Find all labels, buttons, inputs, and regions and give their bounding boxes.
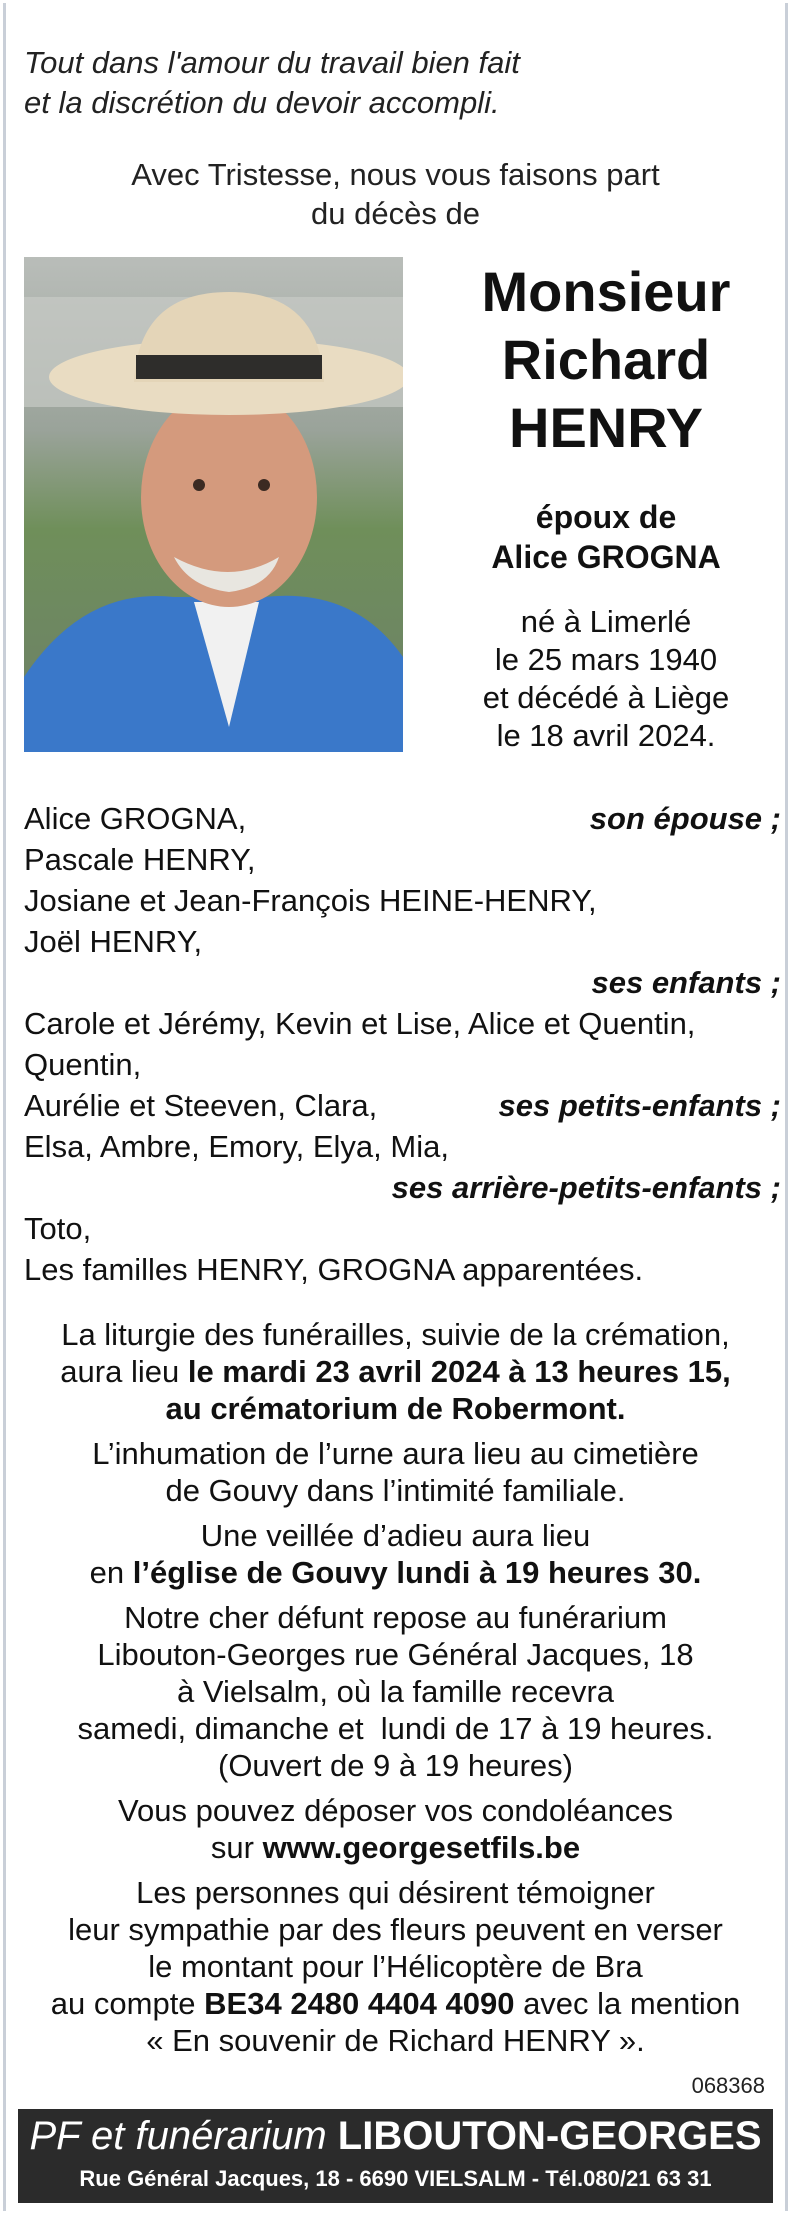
text-line: Libouton-Georges rue Général Jacques, 18 [97, 1637, 694, 1672]
deceased-last-name: HENRY [509, 396, 703, 459]
relationship-label: son épouse ; [589, 801, 781, 836]
deceased-first-name: Richard [501, 328, 711, 391]
text-line: à Vielsalm, où la famille recevra [176, 1674, 615, 1709]
text-span: aura lieu [60, 1354, 188, 1389]
family-member: Alice GROGNA, [24, 801, 247, 836]
text-line: (Ouvert de 9 à 19 heures) [218, 1748, 573, 1783]
relationship-label: ses arrière-petits-enfants ; [391, 1170, 781, 1205]
family-member: Carole et Jérémy, Kevin et Lise, Alice et Quentin, [24, 1006, 696, 1041]
condolences-paragraph [6, 1792, 785, 1866]
text-span: avec la mention [514, 1986, 741, 2021]
family-member: Toto, [24, 1211, 92, 1246]
date-line: né à Limerlé [520, 604, 692, 639]
deceased-title: Monsieur [481, 260, 731, 323]
text-line: leur sympathie par des fleurs peuvent en verser [68, 1912, 723, 1947]
vigil-place-time: l’église de Gouvy lundi à 19 heures 30. [132, 1555, 702, 1590]
date-line: et décédé à Liège [482, 680, 730, 715]
motto-line: Tout dans l'amour du travail bien fait [24, 45, 520, 80]
relationship-label: ses petits-enfants ; [498, 1088, 781, 1123]
reference-number: 068368 [691, 2073, 765, 2098]
funeral-home-brand: LIBOUTON-GEORGES [337, 2114, 762, 2158]
text-span: au compte [50, 1986, 205, 2021]
funeral-home-name [18, 2109, 773, 2161]
date-line: le 25 mars 1940 [494, 642, 718, 677]
text-line: Les personnes qui désirent témoigner [136, 1875, 655, 1910]
spouse-prefix: époux de [535, 499, 677, 535]
motto [24, 43, 764, 123]
liturgy-paragraph [6, 1316, 785, 1427]
family-member: Aurélie et Steeven, Clara, [24, 1088, 378, 1123]
text-line: « En souvenir de Richard HENRY ». [146, 2023, 645, 2058]
spouse-block [426, 497, 786, 577]
birth-death-dates [426, 603, 786, 755]
family-list [24, 798, 781, 1290]
family-row [24, 1085, 781, 1126]
rest-paragraph [6, 1599, 785, 1784]
text-span: en [89, 1555, 133, 1590]
liturgy-date: le mardi 23 avril 2024 à 13 heures 15, [187, 1354, 731, 1389]
text-span: sur [210, 1830, 263, 1865]
funeral-home-address: Rue Général Jacques, 18 - 6690 VIELSALM - Tél.080/21 63 31 [79, 2166, 712, 2191]
family-member: Quentin, [24, 1047, 142, 1082]
text-line: le montant pour l’Hélicoptère de Bra [148, 1949, 643, 1984]
family-member: Joël HENRY, [24, 924, 203, 959]
text-line: L’inhumation de l’urne aura lieu au cimetière [92, 1436, 699, 1471]
relationship-label: ses enfants ; [591, 965, 781, 1000]
text-line: samedi, dimanche et lundi de 17 à 19 heures. [77, 1711, 714, 1746]
family-member: Pascale HENRY, [24, 842, 256, 877]
date-line: le 18 avril 2024. [496, 718, 716, 753]
family-member: Les familles HENRY, GROGNA apparentées. [24, 1252, 644, 1287]
family-member: Elsa, Ambre, Emory, Elya, Mia, [24, 1129, 449, 1164]
text-line: de Gouvy dans l’intimité familiale. [165, 1473, 626, 1508]
portrait-photo [24, 257, 403, 752]
motto-line: et la discrétion du devoir accompli. [24, 85, 500, 120]
text-line: Une veillée d’adieu aura lieu [200, 1518, 591, 1553]
funeral-home-prefix: PF et funérarium [29, 2114, 338, 2158]
vigil-paragraph [6, 1517, 785, 1591]
text-line: La liturgie des funérailles, suivie de la crémation, [61, 1317, 730, 1352]
text-line: Notre cher défunt repose au funérarium [124, 1600, 667, 1635]
burial-paragraph [6, 1435, 785, 1509]
condolences-website: www.georgesetfils.be [262, 1830, 581, 1865]
family-row [24, 798, 781, 839]
donation-paragraph [6, 1874, 785, 2059]
deceased-name [426, 258, 786, 462]
liturgy-place: au crématorium de Robermont. [165, 1391, 626, 1426]
intro-text [6, 155, 785, 233]
portrait-illustration [24, 257, 403, 752]
funeral-announcement [6, 1316, 785, 2067]
family-member: Josiane et Jean-François HEINE-HENRY, [24, 883, 597, 918]
bank-account: BE34 2480 4404 4090 [204, 1986, 515, 2021]
funeral-home-footer [18, 2109, 773, 2203]
spouse-name: Alice GROGNA [491, 539, 721, 575]
text-line: Vous pouvez déposer vos condoléances [118, 1793, 673, 1828]
obituary-page [3, 3, 788, 2211]
intro-line: Avec Tristesse, nous vous faisons part [131, 157, 660, 192]
intro-line: du décès de [311, 196, 480, 231]
